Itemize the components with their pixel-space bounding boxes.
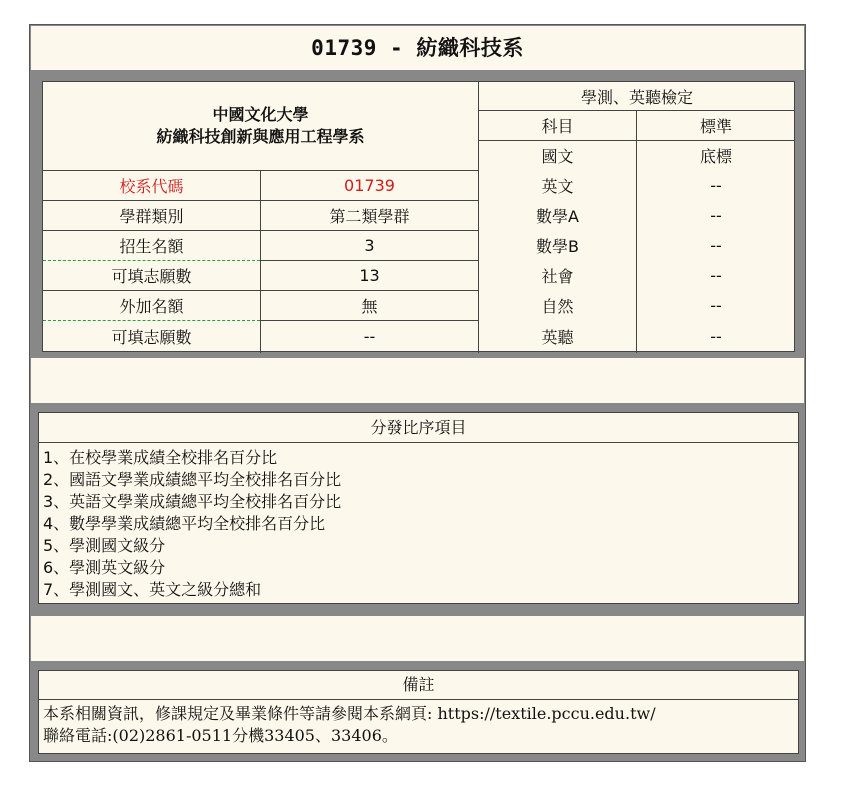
info-value-code: 01739: [344, 176, 395, 195]
exam-header: 學測、英聽檢定: [580, 87, 693, 107]
exam-standard: --: [710, 266, 722, 285]
exam-standard: --: [710, 296, 722, 315]
exam-col-subject: 科目: [541, 117, 574, 136]
allocation-list: [43, 447, 341, 601]
exam-subject: 國文: [541, 147, 574, 166]
list-item: 6、學測英文級分: [43, 558, 166, 577]
list-item: 1、在校學業成績全校排名百分比: [43, 448, 278, 467]
info-value-quota: 3: [364, 236, 375, 255]
remarks-line: 聯絡電話:(02)2861-0511分機33405、33406。: [43, 726, 398, 745]
exam-standard: --: [710, 176, 722, 195]
exam-col-standard: 標準: [699, 117, 732, 136]
info-label-group: 學群類別: [119, 207, 184, 226]
remarks-header: 備註: [39, 671, 798, 700]
exam-subject: 數學B: [536, 237, 579, 256]
exam-standard: --: [710, 327, 722, 346]
info-label-extra-quota: 外加名額: [119, 297, 184, 316]
list-item: 2、國語文學業成績總平均全校排名百分比: [43, 470, 342, 489]
list-item: 4、數學學業成績總平均全校排名百分比: [43, 514, 326, 533]
list-item: 3、英語文學業成績總平均全校排名百分比: [43, 492, 342, 511]
remarks-text: [43, 703, 656, 747]
exam-standard: 底標: [699, 147, 732, 166]
info-table: [42, 81, 795, 352]
remarks-box: [38, 670, 799, 754]
remarks-section: [31, 661, 804, 761]
list-item: 5、學測國文級分: [43, 536, 166, 555]
exam-standard: --: [710, 236, 722, 255]
allocation-header: 分發比序項目: [39, 413, 798, 443]
allocation-section: [31, 403, 804, 612]
school-name: 中國文化大學: [212, 105, 309, 124]
allocation-box: [38, 412, 799, 604]
exam-subject: 英文: [541, 177, 574, 196]
info-label-code: 校系代碼: [119, 177, 184, 196]
exam-subject: 社會: [541, 267, 574, 286]
department-card: [29, 24, 806, 762]
info-value-choices: 13: [359, 266, 380, 285]
info-value-group: 第二類學群: [329, 207, 410, 226]
info-label-extra-choices: 可填志願數: [111, 328, 192, 347]
info-value-extra-choices: --: [363, 327, 376, 346]
exam-subject: 英聽: [541, 328, 574, 347]
exam-subject: 數學A: [536, 207, 579, 226]
info-section: [31, 75, 804, 358]
list-item: 7、學測國文、英文之級分總和: [43, 580, 262, 599]
exam-subject: 自然: [541, 297, 574, 316]
info-value-extra-quota: 無: [361, 297, 378, 316]
spacer: [31, 358, 804, 403]
info-label-quota: 招生名額: [119, 237, 184, 256]
exam-standard: --: [710, 206, 722, 225]
spacer: [31, 616, 804, 661]
info-label-choices: 可填志願數: [111, 267, 192, 286]
department-name: 紡織科技創新與應用工程學系: [156, 127, 365, 146]
page-title: 01739 - 紡織科技系: [31, 26, 804, 70]
remarks-line: 本系相關資訊，修課規定及畢業條件等請參閱本系網頁: https://textile.pccu.edu.tw/: [43, 704, 656, 723]
school-header: [43, 82, 478, 170]
